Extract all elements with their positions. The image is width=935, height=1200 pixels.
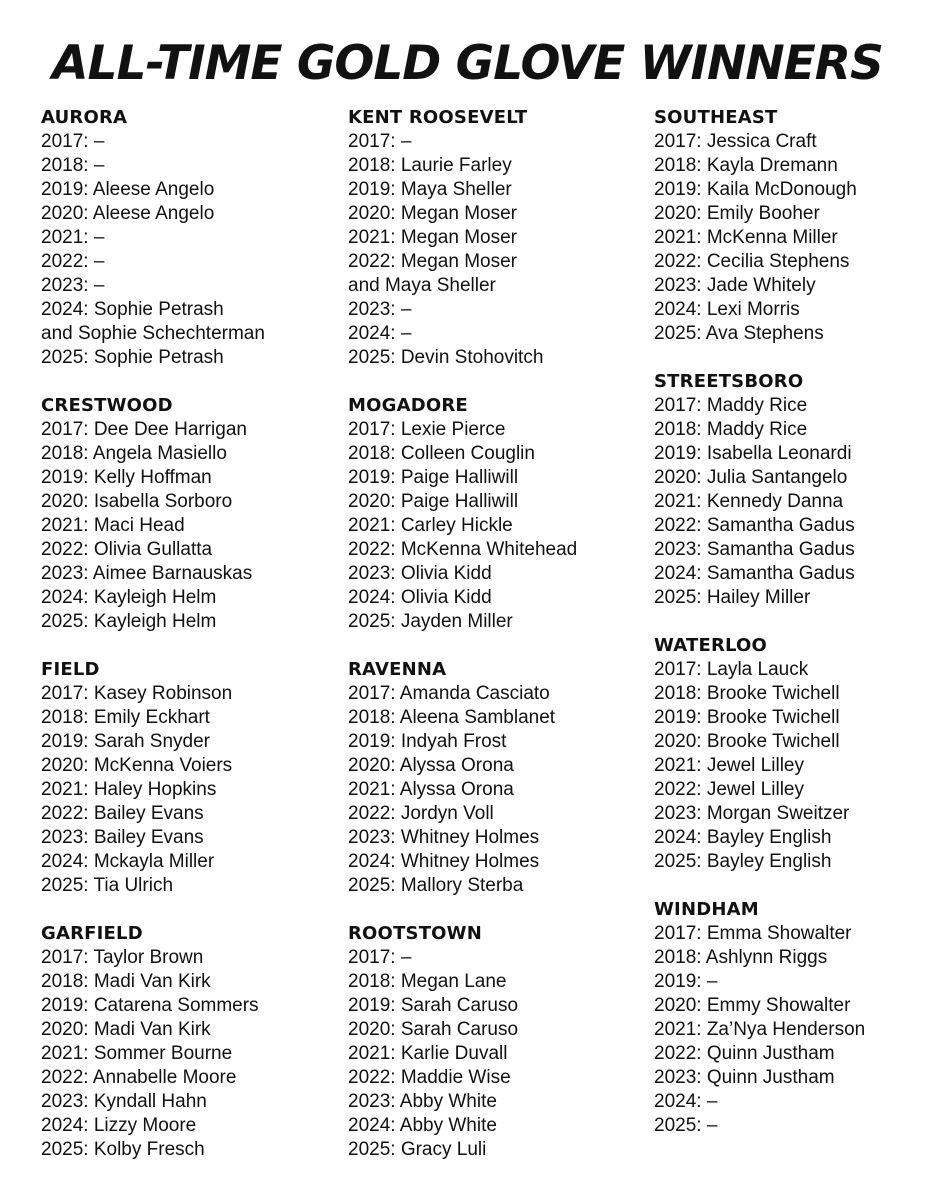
winner-entry: 2025: Jayden Miller [348,611,513,632]
winner-entry: 2019: Indyah Frost [348,731,507,752]
winner-entry: 2023: Kyndall Hahn [41,1091,207,1112]
winner-entry: 2022: Jordyn Voll [348,803,494,824]
winner-entry: 2021: – [41,227,105,248]
winner-entry: 2017: – [348,947,412,968]
school-section [654,634,935,874]
winner-entry: 2020: Aleese Angelo [41,203,215,224]
winner-entry: 2019: Paige Halliwill [348,467,519,488]
school-section [41,394,341,634]
school-section [654,370,935,610]
winner-list [348,418,648,634]
winner-entry: 2022: Quinn Justham [654,1043,835,1064]
winner-entry: 2022: McKenna Whitehead [348,539,578,560]
winner-entry: 2023: Olivia Kidd [348,563,492,584]
winner-entry: 2017: – [348,131,412,152]
winner-entry: 2024: Whitney Holmes [348,851,540,872]
page-title: ALL-TIME GOLD GLOVE WINNERS [52,36,883,91]
school-section [348,658,648,898]
winner-entry: 2020: Sarah Caruso [348,1019,519,1040]
winner-entry: 2019: Catarena Sommers [41,995,259,1016]
winner-entry: 2018: Maddy Rice [654,419,808,440]
winner-entry: 2021: Sommer Bourne [41,1043,233,1064]
winner-entry: 2023: Bailey Evans [41,827,204,848]
winner-entry: 2020: Paige Halliwill [348,491,519,512]
winner-entry: 2023: Abby White [348,1091,497,1112]
winner-entry: 2022: Bailey Evans [41,803,204,824]
school-section [348,106,648,370]
winner-entry: 2023: Quinn Justham [654,1067,835,1088]
winner-entry: 2019: Isabella Leonardi [654,443,852,464]
column-1 [41,106,341,1186]
school-name: FIELD [41,659,100,680]
winner-entry: 2024: Kayleigh Helm [41,587,217,608]
winner-entry: 2017: Lexie Pierce [348,419,506,440]
winner-entry: 2021: McKenna Miller [654,227,838,248]
school-name: WINDHAM [654,899,759,920]
winner-entry: 2018: Laurie Farley [348,155,512,176]
winner-entry: 2025: Sophie Petrash [41,347,224,368]
winner-entry: 2019: Kelly Hoffman [41,467,212,488]
school-section [654,106,935,346]
winner-entry: 2022: Olivia Gullatta [41,539,213,560]
winner-entry: 2023: Morgan Sweitzer [654,803,850,824]
school-name: SOUTHEAST [654,107,778,128]
winner-list [654,922,935,1138]
winner-entry: 2019: Sarah Caruso [348,995,519,1016]
winner-entry: 2024: – [654,1091,718,1112]
winner-entry: 2018: Emily Eckhart [41,707,210,728]
winner-list [41,418,341,634]
winner-entry: 2017: Maddy Rice [654,395,808,416]
winner-entry: 2022: Jewel Lilley [654,779,804,800]
winner-entry: 2022: – [41,251,105,272]
winner-entry: and Sophie Schechterman [41,323,265,344]
winner-list [348,682,648,898]
school-section [348,394,648,634]
winner-entry: 2024: Bayley English [654,827,832,848]
winner-list [41,946,341,1162]
winner-entry: 2024: Olivia Kidd [348,587,492,608]
winner-entry: 2025: Tia Ulrich [41,875,174,896]
winner-entry: 2019: – [654,971,718,992]
winner-entry: 2020: Emmy Showalter [654,995,851,1016]
winner-entry: 2019: Aleese Angelo [41,179,215,200]
winner-entry: 2025: Kayleigh Helm [41,611,217,632]
winner-entry: 2020: Isabella Sorboro [41,491,233,512]
school-name: AURORA [41,107,128,128]
winner-entry: and Maya Sheller [348,275,496,296]
school-section [41,922,341,1162]
column-2 [348,106,648,1186]
winner-list [654,658,935,874]
winner-entry: 2018: Megan Lane [348,971,507,992]
winner-entry: 2023: Jade Whitely [654,275,816,296]
winner-entry: 2022: Cecilia Stephens [654,251,850,272]
winner-entry: 2018: Angela Masiello [41,443,227,464]
winner-entry: 2017: Jessica Craft [654,131,817,152]
winner-entry: 2021: Maci Head [41,515,185,536]
winner-list [41,682,341,898]
winner-list [41,130,341,370]
winner-entry: 2017: Emma Showalter [654,923,852,944]
winner-entry: 2025: Bayley English [654,851,832,872]
winner-entry: 2021: Alyssa Orona [348,779,514,800]
school-name: STREETSBORO [654,371,804,392]
school-section [348,922,648,1162]
winner-entry: 2024: Sophie Petrash [41,299,224,320]
winner-entry: 2017: Dee Dee Harrigan [41,419,247,440]
winner-entry: 2025: – [654,1115,718,1136]
winner-entry: 2022: Samantha Gadus [654,515,855,536]
school-name: ROOTSTOWN [348,923,483,944]
winner-entry: 2025: Devin Stohovitch [348,347,544,368]
winner-entry: 2024: Lexi Morris [654,299,800,320]
winner-entry: 2024: Samantha Gadus [654,563,855,584]
winner-entry: 2023: Whitney Holmes [348,827,540,848]
winner-entry: 2022: Annabelle Moore [41,1067,237,1088]
winner-entry: 2021: Karlie Duvall [348,1043,508,1064]
winner-entry: 2021: Megan Moser [348,227,517,248]
winner-entry: 2024: Lizzy Moore [41,1115,197,1136]
winner-entry: 2025: Ava Stephens [654,323,824,344]
winner-entry: 2023: Aimee Barnauskas [41,563,253,584]
school-name: CRESTWOOD [41,395,173,416]
school-name: RAVENNA [348,659,447,680]
winner-entry: 2020: Brooke Twichell [654,731,840,752]
winner-entry: 2020: Alyssa Orona [348,755,514,776]
winner-entry: 2018: – [41,155,105,176]
winner-entry: 2019: Sarah Snyder [41,731,211,752]
winner-entry: 2025: Gracy Luli [348,1139,487,1160]
winner-entry: 2023: Samantha Gadus [654,539,855,560]
school-name: GARFIELD [41,923,143,944]
winner-entry: 2018: Colleen Couglin [348,443,535,464]
winner-entry: 2021: Jewel Lilley [654,755,804,776]
winner-list [348,130,648,370]
winner-entry: 2021: Carley Hickle [348,515,513,536]
winner-entry: 2017: Layla Lauck [654,659,809,680]
winner-entry: 2024: – [348,323,412,344]
winner-entry: 2019: Brooke Twichell [654,707,840,728]
winner-entry: 2023: – [41,275,105,296]
winner-entry: 2018: Brooke Twichell [654,683,840,704]
winner-entry: 2020: McKenna Voiers [41,755,233,776]
winner-entry: 2018: Aleena Samblanet [348,707,556,728]
winner-entry: 2017: Kasey Robinson [41,683,233,704]
winner-entry: 2019: Maya Sheller [348,179,512,200]
winner-entry: 2020: Emily Booher [654,203,820,224]
winner-list [348,946,648,1162]
winner-entry: 2017: Amanda Casciato [348,683,550,704]
winner-entry: 2025: Mallory Sterba [348,875,524,896]
winner-entry: 2024: Abby White [348,1115,497,1136]
winner-entry: 2021: Haley Hopkins [41,779,217,800]
winner-list [654,394,935,610]
winner-entry: 2019: Kaila McDonough [654,179,857,200]
winner-entry: 2018: Madi Van Kirk [41,971,211,992]
winner-entry: 2017: – [41,131,105,152]
school-name: KENT ROOSEVELT [348,107,528,128]
winner-entry: 2022: Megan Moser [348,251,517,272]
winner-entry: 2018: Kayla Dremann [654,155,838,176]
school-name: WATERLOO [654,635,768,656]
winner-entry: 2021: Kennedy Danna [654,491,844,512]
school-section [654,898,935,1138]
winner-entry: 2021: Za’Nya Henderson [654,1019,866,1040]
winner-entry: 2020: Julia Santangelo [654,467,848,488]
school-section [41,658,341,898]
school-section [41,106,341,370]
winner-entry: 2023: – [348,299,412,320]
winner-entry: 2017: Taylor Brown [41,947,204,968]
winner-entry: 2024: Mckayla Miller [41,851,215,872]
winner-entry: 2020: Madi Van Kirk [41,1019,211,1040]
winner-entry: 2018: Ashlynn Riggs [654,947,828,968]
column-3 [654,106,935,1162]
winner-entry: 2025: Hailey Miller [654,587,811,608]
winner-entry: 2022: Maddie Wise [348,1067,511,1088]
school-name: MOGADORE [348,395,468,416]
winner-entry: 2020: Megan Moser [348,203,517,224]
winner-entry: 2025: Kolby Fresch [41,1139,205,1160]
winner-list [654,130,935,346]
